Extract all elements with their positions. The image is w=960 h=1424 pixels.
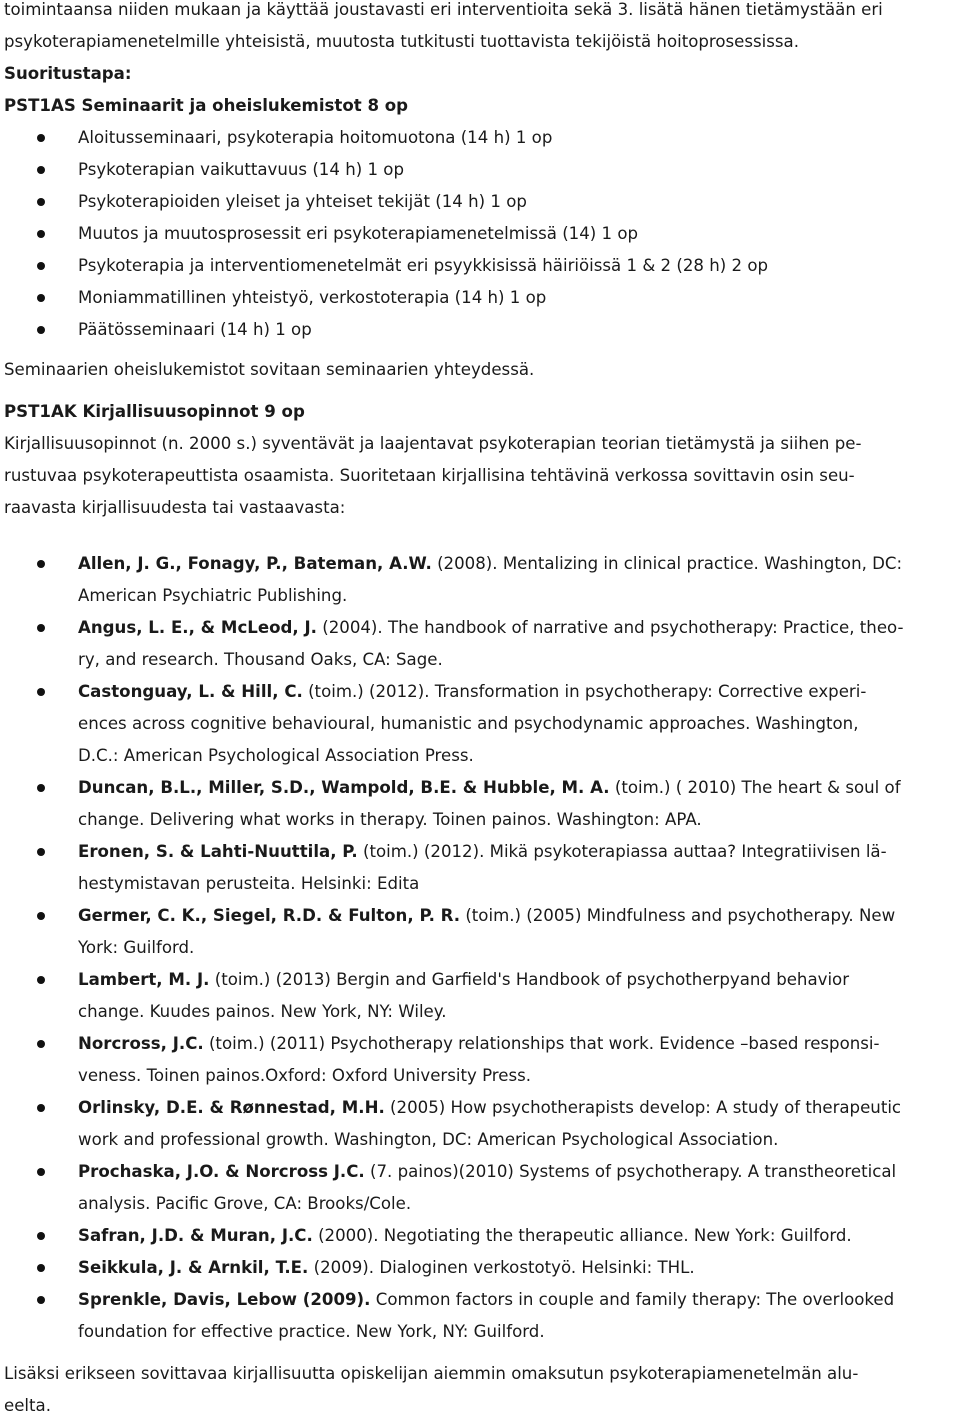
footer-line: eelta.	[4, 1396, 51, 1415]
reference-author: Lambert, M. J.	[78, 970, 210, 989]
reference-item	[0, 1092, 960, 1156]
reference-text: change. Delivering what works in therapy. Toinen painos. Washington: APA.	[78, 810, 702, 829]
reference-author: Safran, J.D. & Muran, J.C.	[78, 1226, 313, 1245]
reference-item	[0, 964, 960, 1028]
reference-text: (2004). The handbook of narrative and psychotherapy: Practice, theo-	[316, 618, 904, 637]
list-item: Psykoterapia ja interventiomenetelmät eri psyykkisissä häiriöissä 1 & 2 (28 h) 2 op	[0, 250, 960, 282]
reference-item	[0, 1028, 960, 1092]
reference-text: analysis. Pacific Grove, CA: Brooks/Cole.	[78, 1194, 412, 1213]
reference-text: (2008). Mentalizing in clinical practice. Washington, DC:	[431, 554, 903, 573]
list-item: Päätösseminaari (14 h) 1 op	[0, 314, 960, 346]
seminar-list	[0, 122, 960, 346]
reference-item	[0, 1284, 960, 1348]
reference-text: change. Kuudes painos. New York, NY: Wiley.	[78, 1002, 447, 1021]
reference-author: Sprenkle, Davis, Lebow (2009).	[78, 1290, 371, 1309]
reference-author: Prochaska, J.O. & Norcross J.C.	[78, 1162, 365, 1181]
reference-text: (toim.) (2012). Transformation in psychotherapy: Corrective experi-	[302, 682, 867, 701]
reference-text: D.C.: American Psychological Association Press.	[78, 746, 474, 765]
list-item: Psykoterapian vaikuttavuus (14 h) 1 op	[0, 154, 960, 186]
reference-text: (toim.) (2012). Mikä psykoterapiassa auttaa? Integratiivisen lä-	[357, 842, 887, 861]
reference-item	[0, 676, 960, 772]
reference-item	[0, 900, 960, 964]
reference-item	[0, 612, 960, 676]
paragraph-line: raavasta kirjallisuudesta tai vastaavasta:	[4, 498, 346, 517]
reference-author: Orlinsky, D.E. & Rønnestad, M.H.	[78, 1098, 385, 1117]
reference-item	[0, 1156, 960, 1220]
reference-author: Duncan, B.L., Miller, S.D., Wampold, B.E. & Hubble, M. A.	[78, 778, 610, 797]
reference-author: Norcross, J.C.	[78, 1034, 204, 1053]
reference-item	[0, 1220, 960, 1252]
reference-item	[0, 1252, 960, 1284]
reference-author: Allen, J. G., Fonagy, P., Bateman, A.W.	[78, 554, 432, 573]
section-heading: Suoritustapa:	[4, 64, 132, 83]
reference-text: ry, and research. Thousand Oaks, CA: Sage.	[78, 650, 443, 669]
reference-text: hestymistavan perusteita. Helsinki: Edita	[78, 874, 420, 893]
reference-author: Germer, C. K., Siegel, R.D. & Fulton, P. R.	[78, 906, 461, 925]
reference-text: (2009). Dialoginen verkostotyö. Helsinki: THL.	[308, 1258, 695, 1277]
reference-text: (2000). Negotiating the therapeutic alliance. New York: Guilford.	[312, 1226, 852, 1245]
intro-line: toimintaansa niiden mukaan ja käyttää joustavasti eri interventioita sekä 3. lisätä hänen tietämystään eri	[4, 0, 883, 19]
list-item: Moniammatillinen yhteistyö, verkostoterapia (14 h) 1 op	[0, 282, 960, 314]
reference-author: Angus, L. E., & McLeod, J.	[78, 618, 317, 637]
list-item: Aloitusseminaari, psykoterapia hoitomuotona (14 h) 1 op	[0, 122, 960, 154]
seminar-note: Seminaarien oheislukemistot sovitaan seminaarien yhteydessä.	[4, 360, 535, 379]
reference-text: ences across cognitive behavioural, humanistic and psychodynamic approaches. Washington,	[78, 714, 859, 733]
footer-line: Lisäksi erikseen sovittavaa kirjallisuutta opiskelijan aiemmin omaksutun psykoterapiamenetelmän alu-	[4, 1364, 859, 1383]
section-heading: PST1AK Kirjallisuusopinnot 9 op	[4, 402, 305, 421]
reference-author: Castonguay, L. & Hill, C.	[78, 682, 303, 701]
list-item: Psykoterapioiden yleiset ja yhteiset tekijät (14 h) 1 op	[0, 186, 960, 218]
paragraph-line: Kirjallisuusopinnot (n. 2000 s.) syventävät ja laajentavat psykoterapian teorian tietämystä ja siihen pe-	[4, 434, 862, 453]
reference-text: American Psychiatric Publishing.	[78, 586, 348, 605]
reference-text: veness. Toinen painos.Oxford: Oxford University Press.	[78, 1066, 532, 1085]
section-subheading: PST1AS Seminaarit ja oheislukemistot 8 op	[4, 96, 409, 115]
reference-author: Seikkula, J. & Arnkil, T.E.	[78, 1258, 309, 1277]
list-item: Muutos ja muutosprosessit eri psykoterapiamenetelmissä (14) 1 op	[0, 218, 960, 250]
reference-text: (toim.) (2005) Mindfulness and psychotherapy. New	[460, 906, 896, 925]
reference-text: (toim.) ( 2010) The heart & soul of	[609, 778, 901, 797]
reference-author: Eronen, S. & Lahti-Nuuttila, P.	[78, 842, 358, 861]
reference-text: foundation for effective practice. New York, NY: Guilford.	[78, 1322, 545, 1341]
reference-item	[0, 836, 960, 900]
paragraph-line: rustuvaa psykoterapeuttista osaamista. Suoritetaan kirjallisina tehtävinä verkossa sovittavin osin seu-	[4, 466, 855, 485]
reference-list	[0, 548, 960, 1348]
reference-text: York: Guilford.	[78, 938, 195, 957]
reference-item	[0, 548, 960, 612]
reference-text: work and professional growth. Washington, DC: American Psychological Association.	[78, 1130, 779, 1149]
reference-text: (toim.) (2011) Psychotherapy relationships that work. Evidence –based responsi-	[203, 1034, 880, 1053]
reference-text: (2005) How psychotherapists develop: A study of therapeutic	[384, 1098, 902, 1117]
reference-text: (7. painos)(2010) Systems of psychotherapy. A transtheoretical	[364, 1162, 897, 1181]
reference-text: Common factors in couple and family therapy: The overlooked	[370, 1290, 895, 1309]
intro-line: psykoterapiamenetelmille yhteisistä, muutosta tutkitusti tuottavista tekijöistä hoitoprosessissa.	[4, 32, 799, 51]
reference-text: (toim.) (2013) Bergin and Garfield's Handbook of psychotherpyand behavior	[209, 970, 850, 989]
reference-item	[0, 772, 960, 836]
